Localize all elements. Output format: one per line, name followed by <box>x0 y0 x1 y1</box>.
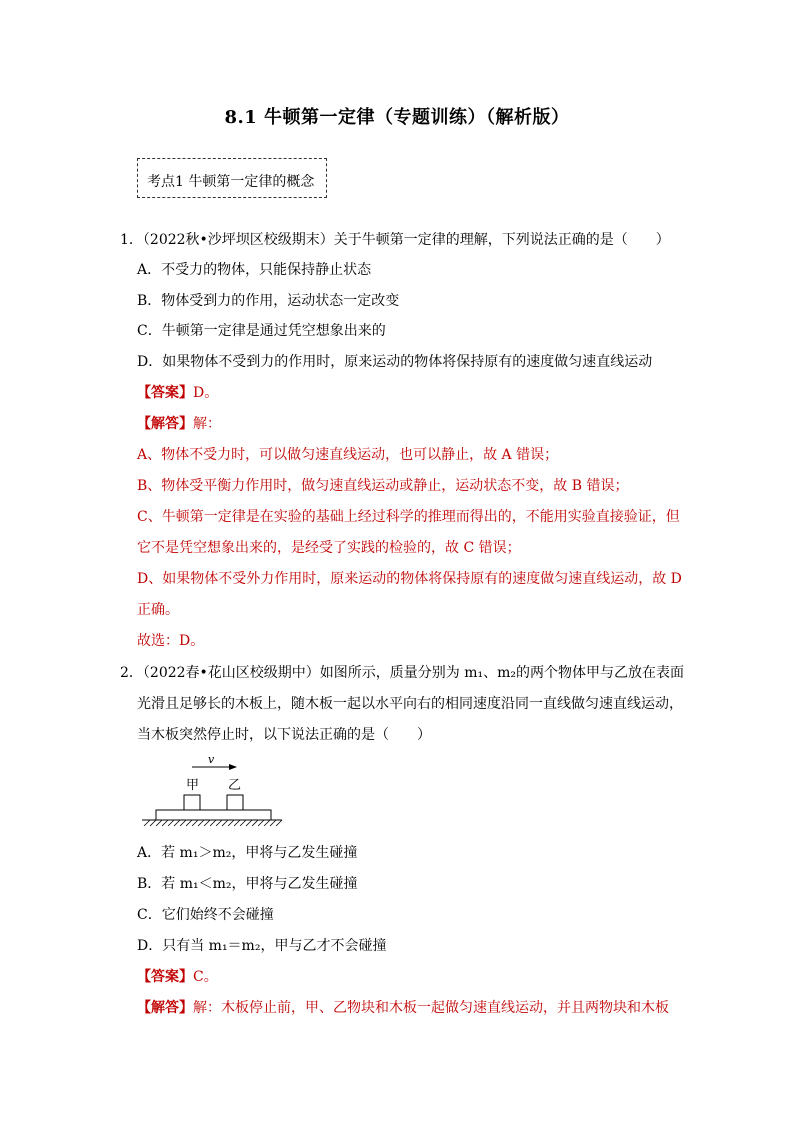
q1-analysis-tag: 【解答】 <box>137 416 193 432</box>
q2-stem-line1: 2．（2022春•花山区校级期中）如图所示，质量分别为 m₁、m₂的两个物体甲与乙放在表面 <box>120 665 685 681</box>
q2-option-d: D．只有当 m₁＝m₂，甲与乙才不会碰撞 <box>137 938 387 954</box>
q1-answer-tag: 【答案】 <box>137 385 193 401</box>
block2-label: 乙 <box>228 778 242 793</box>
q2-option-c: C．它们始终不会碰撞 <box>137 907 274 923</box>
wooden-board <box>156 810 271 820</box>
q2-stem-line3: 当木板突然停止时，以下说法正确的是（ ） <box>137 727 431 743</box>
q1-answer <box>137 385 218 401</box>
q1-explanation-d2: 正确。 <box>137 602 179 618</box>
q2-analysis-text: 解：木板停止前，甲、乙物块和木板一起做匀速直线运动，并且两物块和木板 <box>193 1000 669 1016</box>
q1-stem: 1．（2022秋•沙坪坝区校级期末）关于牛顿第一定律的理解，下列说法正确的是（ ） <box>120 232 670 248</box>
velocity-label: v <box>208 755 215 766</box>
q1-explanation-c1: C、牛顿第一定律是在实验的基础上经过科学的推理而得出的，不能用实验直接验证，但 <box>137 509 680 525</box>
q2-answer-tag: 【答案】 <box>137 969 193 985</box>
block-yi <box>227 795 243 810</box>
q2-diagram <box>140 755 285 830</box>
q2-answer <box>137 969 218 985</box>
ground-hatching <box>144 820 282 826</box>
q1-option-c: C．牛顿第一定律是通过凭空想象出来的 <box>137 323 386 339</box>
q2-analysis <box>137 1000 669 1016</box>
q2-analysis-tag: 【解答】 <box>137 1000 193 1016</box>
q1-analysis-head <box>137 416 221 432</box>
q1-option-d: D．如果物体不受到力的作用时，原来运动的物体将保持原有的速度做匀速直线运动 <box>137 354 653 370</box>
q2-option-a: A．若 m₁＞m₂，甲将与乙发生碰撞 <box>137 845 358 861</box>
q2-stem-line2: 光滑且足够长的木板上，随木板一起以水平向右的相同速度沿同一直线做匀速直线运动， <box>137 696 683 712</box>
q1-explanation-b: B、物体受平衡力作用时，做匀速直线运动或静止，运动状态不变，故 B 错误； <box>137 478 629 494</box>
q1-analysis-lead: 解： <box>193 416 221 432</box>
topic-label: 考点1 牛顿第一定律的概念 <box>147 174 315 190</box>
q1-conclusion: 故选：D。 <box>137 633 205 649</box>
q1-option-b: B．物体受到力的作用，运动状态一定改变 <box>137 293 400 309</box>
block-jia <box>184 795 200 810</box>
q1-answer-value: D。 <box>193 385 219 401</box>
q1-explanation-a: A、物体不受力时，可以做匀速直线运动，也可以静止，故 A 错误； <box>137 447 559 463</box>
block1-label: 甲 <box>186 778 200 793</box>
document-title: 8.1 牛顿第一定律（专题训练）（解析版） <box>224 107 570 128</box>
q2-answer-value: C。 <box>193 969 218 985</box>
q1-option-a: A．不受力的物体，只能保持静止状态 <box>137 262 372 278</box>
q2-option-b: B．若 m₁＜m₂，甲将与乙发生碰撞 <box>137 876 358 892</box>
velocity-arrow-head <box>229 764 237 770</box>
q1-explanation-d1: D、如果物体不受外力作用时，原来运动的物体将保持原有的速度做匀速直线运动，故 D <box>137 571 682 587</box>
q1-explanation-c2: 它不是凭空想象出来的，是经受了实践的检验的，故 C 错误； <box>137 540 521 556</box>
